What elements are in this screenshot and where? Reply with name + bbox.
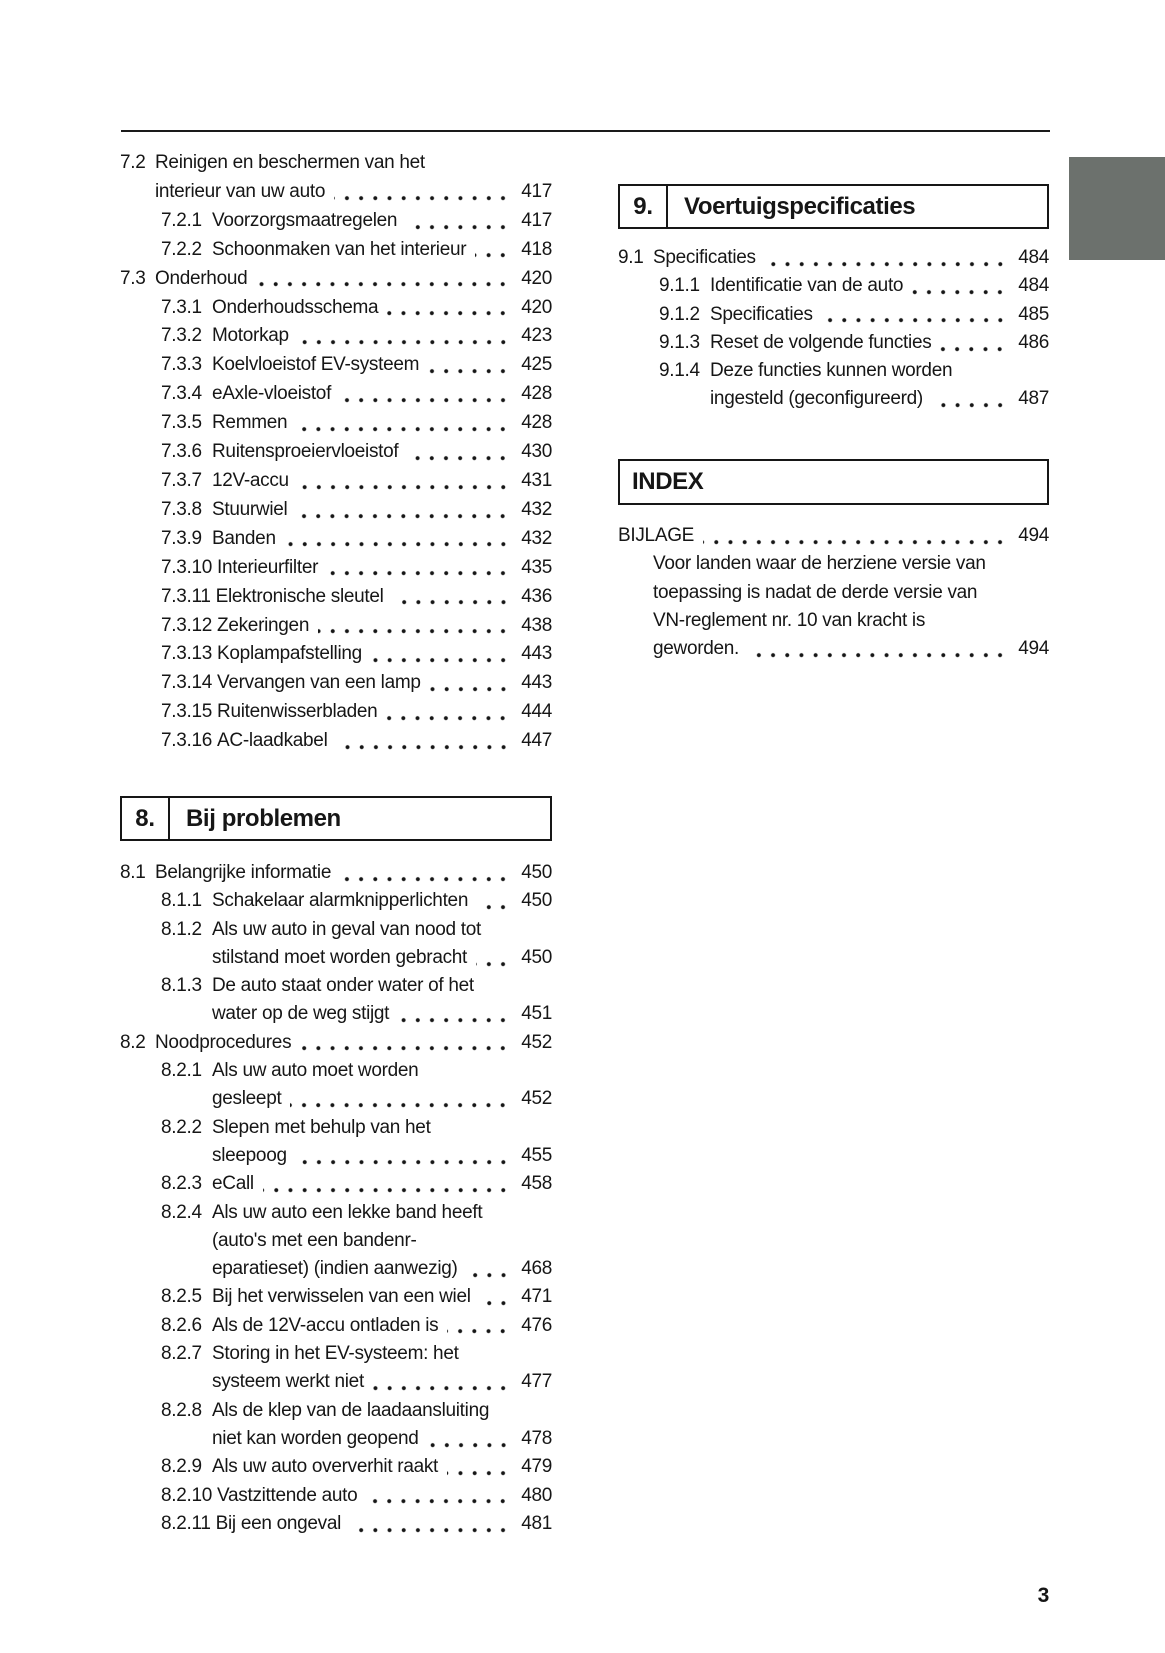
toc-entry-number: 7.3.15 <box>161 701 213 723</box>
toc-entry-number: 8.2.9 <box>161 1456 202 1478</box>
toc-entry <box>618 272 1049 300</box>
toc-entry <box>120 669 552 698</box>
toc-entry-page: 452 <box>521 1031 552 1053</box>
toc-entry-number: 7.3.4 <box>161 383 202 405</box>
toc-entry-page: 485 <box>1018 303 1049 325</box>
toc-entry-text: geworden. <box>653 638 740 660</box>
toc-entry-number: 8.2.3 <box>161 1173 202 1195</box>
toc-entry-text: Reset de volgende functies <box>710 331 932 353</box>
toc-entry <box>120 496 552 525</box>
toc-entry-number: 8.1 <box>120 862 146 883</box>
chapter-9-number: 9. <box>620 186 668 227</box>
toc-entry <box>120 1312 552 1340</box>
dot-leader <box>398 1000 512 1028</box>
toc-entry-page: 468 <box>521 1258 552 1280</box>
toc-entry-number: 8.2.11 <box>161 1512 211 1534</box>
dot-leader <box>428 1425 513 1453</box>
dot-leader <box>350 1510 512 1538</box>
toc-entry <box>120 1482 552 1510</box>
chapter-8-heading <box>120 796 552 841</box>
toc-entry-text: Slepen met behulp van het <box>212 1116 431 1138</box>
toc-entry-text: Identificatie van de auto <box>710 275 904 297</box>
dot-leader <box>406 207 512 236</box>
toc-entry-text: Motorkap <box>212 325 289 347</box>
dot-leader <box>477 887 512 915</box>
index-heading <box>618 459 1049 505</box>
toc-entry <box>120 972 552 1000</box>
toc-entry <box>120 698 552 727</box>
toc-entry-text: Koelvloeistof EV-systeem <box>212 354 420 376</box>
toc-entry-number: 8.2.7 <box>161 1343 202 1365</box>
toc-entry-number: 7.2.2 <box>161 238 202 260</box>
toc-entry-page: 494 <box>1018 525 1049 546</box>
dot-leader <box>327 554 512 583</box>
toc-entry-text: 12V-accu <box>212 469 289 491</box>
toc-entry-text: Noodprocedures <box>155 1031 292 1053</box>
toc-section-8 <box>120 859 552 1538</box>
dot-leader <box>386 698 512 727</box>
toc-entry-number: 7.3.7 <box>161 469 202 491</box>
toc-entry <box>120 525 552 554</box>
dot-leader <box>940 329 1009 357</box>
toc-entry-number: 8.2.2 <box>161 1116 202 1138</box>
toc-entry <box>120 554 552 583</box>
toc-entry-number: 8.2.6 <box>161 1314 202 1336</box>
toc-entry-text: Schoonmaken van het interieur <box>212 238 467 260</box>
toc-entry-page: 425 <box>521 354 552 376</box>
toc-entry <box>618 607 1049 635</box>
toc-entry-number: 7.3.2 <box>161 325 202 347</box>
dot-leader <box>480 1283 513 1311</box>
toc-entry-text: Als uw auto moet worden <box>212 1060 419 1082</box>
chapter-9-heading <box>618 184 1049 229</box>
toc-entry <box>120 859 552 887</box>
toc-section-7 <box>120 149 552 756</box>
toc-entry-text: stilstand moet worden gebracht <box>212 946 468 968</box>
toc-entry-page: 443 <box>521 672 552 694</box>
toc-entry <box>120 409 552 438</box>
toc-entry <box>120 467 552 496</box>
toc-entry-text: Als uw auto een lekke band heeft <box>212 1201 483 1223</box>
toc-entry-number: 7.3.13 <box>161 643 213 665</box>
toc-entry-page: 486 <box>1018 331 1049 353</box>
dot-leader <box>430 669 513 698</box>
toc-entry-text: Koplampafstelling <box>217 643 362 665</box>
toc-entry <box>618 522 1049 550</box>
toc-entry-text: Banden <box>212 527 276 549</box>
toc-entry <box>120 380 552 409</box>
toc-entry-text: Zekeringen <box>217 614 310 636</box>
toc-entry-page: 435 <box>521 556 552 578</box>
dot-leader <box>476 944 512 972</box>
toc-entry <box>120 916 552 944</box>
toc-entry <box>120 1453 552 1481</box>
dot-leader <box>765 244 1009 272</box>
toc-entry-number: 7.3.14 <box>161 672 213 694</box>
toc-entry <box>120 265 552 294</box>
dot-leader <box>366 1482 512 1510</box>
toc-entry-page: 443 <box>521 643 552 665</box>
toc-entry-number: 8.2.1 <box>161 1060 202 1082</box>
toc-entry-text: Onderhoud <box>155 267 248 289</box>
toc-entry-page: 458 <box>521 1173 552 1195</box>
dot-leader <box>475 236 512 265</box>
toc-entry-text: Bij een ongeval <box>215 1512 342 1534</box>
dot-leader <box>318 612 512 641</box>
toc-entry <box>120 1199 552 1227</box>
toc-entry <box>120 1340 552 1368</box>
index-title: INDEX <box>632 468 704 495</box>
dot-leader <box>337 727 513 756</box>
toc-entry <box>120 438 552 467</box>
toc-entry-page: 447 <box>521 730 552 752</box>
dot-leader <box>822 301 1009 329</box>
chapter-8-title: Bij problemen <box>186 804 341 832</box>
toc-entry-text: Bij het verwisselen van een wiel <box>212 1286 471 1308</box>
dot-leader <box>285 525 512 554</box>
toc-entry-text: Stuurwiel <box>212 498 288 520</box>
toc-entry-number: 7.2.1 <box>161 209 202 231</box>
toc-entry <box>120 1227 552 1255</box>
toc-entry-text: eparatieset) (indien aanwezig) <box>212 1258 458 1280</box>
toc-entry-text: gesleept <box>212 1088 282 1110</box>
toc-entry-text: Belangrijke informatie <box>155 862 332 883</box>
chapter-tab <box>1069 157 1165 260</box>
toc-entry-text: sleepoog <box>212 1144 287 1166</box>
dot-leader <box>340 859 512 887</box>
toc-entry-number: 8.1.3 <box>161 975 202 997</box>
toc-entry-text: Remmen <box>212 412 288 434</box>
toc-entry-number: 7.3 <box>120 267 146 289</box>
toc-entry <box>618 357 1049 385</box>
dot-leader <box>256 265 512 294</box>
toc-right-column <box>618 0 1049 1653</box>
toc-entry-number: 7.3.12 <box>161 614 213 636</box>
toc-entry <box>120 1283 552 1311</box>
toc-entry <box>120 583 552 612</box>
toc-entry-text: De auto staat onder water of het <box>212 975 474 997</box>
toc-entry-page: 417 <box>521 180 552 202</box>
dot-leader <box>703 522 1009 550</box>
toc-left-column <box>120 0 552 1653</box>
dot-leader <box>298 467 512 496</box>
toc-entry-page: 481 <box>521 1512 552 1534</box>
toc-entry-number: 7.3.11 <box>161 585 211 607</box>
dot-leader <box>263 1170 512 1198</box>
toc-entry-text: Storing in het EV-systeem: het <box>212 1343 459 1365</box>
toc-entry <box>120 1425 552 1453</box>
toc-entry-number: 7.3.5 <box>161 412 202 434</box>
toc-entry <box>618 244 1049 272</box>
toc-entry-page: 487 <box>1018 388 1049 410</box>
dot-leader <box>428 351 512 380</box>
toc-entry <box>120 1368 552 1396</box>
toc-section-9 <box>618 244 1049 414</box>
toc-entry-page: 428 <box>521 383 552 405</box>
dot-leader <box>340 380 512 409</box>
toc-entry-page: 432 <box>521 527 552 549</box>
chapter-8-number: 8. <box>122 798 170 839</box>
dot-leader <box>298 322 512 351</box>
dot-leader <box>748 635 1009 663</box>
dot-leader <box>296 496 512 525</box>
toc-entry-number: 9.1.3 <box>659 331 700 353</box>
toc-entry-number: 8.2.8 <box>161 1399 202 1421</box>
dot-leader <box>296 409 512 438</box>
toc-entry-text: niet kan worden geopend <box>212 1427 419 1449</box>
toc-entry-text: (auto's met een bandenr- <box>212 1229 417 1251</box>
toc-entry <box>120 294 552 323</box>
toc-entry-page: 417 <box>521 209 552 231</box>
toc-entry-page: 428 <box>521 412 552 434</box>
toc-entry-number: 7.3.16 <box>161 730 213 752</box>
chapter-9-title: Voertuigspecificaties <box>684 192 916 220</box>
toc-entry-text: water op de weg stijgt <box>212 1003 390 1025</box>
toc-entry <box>120 236 552 265</box>
toc-entry <box>120 1142 552 1170</box>
toc-entry-number: 8.2.5 <box>161 1286 202 1308</box>
toc-entry-text: Ruitenwisserbladen <box>217 701 378 723</box>
toc-entry-page: 479 <box>521 1456 552 1478</box>
toc-entry <box>120 1000 552 1028</box>
dot-leader <box>407 438 512 467</box>
toc-entry <box>618 550 1049 578</box>
toc-entry <box>120 944 552 972</box>
toc-entry-page: 452 <box>521 1088 552 1110</box>
toc-entry <box>120 322 552 351</box>
dot-leader <box>387 294 512 323</box>
dot-leader <box>912 272 1009 300</box>
toc-entry <box>120 612 552 641</box>
dot-leader <box>447 1453 512 1481</box>
toc-entry-page: 476 <box>521 1314 552 1336</box>
toc-entry-text: Als uw auto oververhit raakt <box>212 1456 439 1478</box>
toc-entry-page: 478 <box>521 1427 552 1449</box>
toc-entry <box>120 1255 552 1283</box>
toc-entry <box>120 887 552 915</box>
toc-entry-page: 480 <box>521 1484 552 1506</box>
toc-entry-page: 418 <box>521 238 552 260</box>
toc-entry-page: 450 <box>521 890 552 912</box>
toc-entry-number: 7.3.6 <box>161 441 202 463</box>
toc-entry <box>120 727 552 756</box>
toc-entry-number: 7.3.10 <box>161 556 213 578</box>
toc-entry-page: 438 <box>521 614 552 636</box>
toc-entry <box>120 1085 552 1113</box>
toc-entry-page: 471 <box>521 1286 552 1308</box>
toc-entry-page: 420 <box>521 267 552 289</box>
toc-entry-number: 9.1.2 <box>659 303 700 325</box>
toc-entry-text: Onderhoudsschema <box>212 296 379 318</box>
toc-entry <box>120 1397 552 1425</box>
dot-leader <box>296 1142 512 1170</box>
toc-entry-text: Ruitensproeiervloeistof <box>212 441 399 463</box>
toc-entry-page: 432 <box>521 498 552 520</box>
toc-entry-text: Voor landen waar de herziene versie van <box>653 553 986 575</box>
toc-entry <box>120 1057 552 1085</box>
toc-entry <box>618 301 1049 329</box>
toc-entry-page: 430 <box>521 441 552 463</box>
dot-leader <box>290 1085 512 1113</box>
dot-leader <box>334 178 512 207</box>
dot-leader <box>467 1255 513 1283</box>
toc-entry <box>120 207 552 236</box>
toc-entry-number: 8.1.2 <box>161 918 202 940</box>
toc-entry-text: Interieurfilter <box>217 556 319 578</box>
toc-entry-number: 7.3.3 <box>161 354 202 376</box>
toc-entry-text: Reinigen en beschermen van het <box>155 152 425 173</box>
toc-entry-number: 8.1.1 <box>161 890 202 912</box>
toc-entry <box>120 1114 552 1142</box>
toc-entry-text: eCall <box>212 1173 254 1195</box>
toc-entry <box>618 385 1049 413</box>
toc-entry-text: AC-laadkabel <box>217 730 328 752</box>
toc-entry-number: 8.2.10 <box>161 1484 213 1506</box>
toc-entry-number: 7.3.8 <box>161 498 202 520</box>
dot-leader <box>371 640 512 669</box>
toc-entry <box>120 351 552 380</box>
toc-entry-page: 450 <box>521 946 552 968</box>
toc-entry-text: Als de 12V-accu ontladen is <box>212 1314 439 1336</box>
toc-entry-text: Schakelaar alarmknipperlichten <box>212 890 469 912</box>
toc-entry-text: VN-reglement nr. 10 van kracht is <box>653 609 926 631</box>
dot-leader <box>393 583 513 612</box>
toc-entry-number: 7.3.1 <box>161 296 202 318</box>
toc-entry-text: ingesteld (geconfigureerd) <box>710 388 923 410</box>
toc-entry-text: Als de klep van de laadaansluiting <box>212 1399 490 1421</box>
toc-entry-text: toepassing is nadat de derde versie van <box>653 581 978 603</box>
toc-entry-page: 494 <box>1018 638 1049 660</box>
toc-entry-text: Vastzittende auto <box>217 1484 358 1506</box>
toc-entry-page: 484 <box>1018 275 1049 297</box>
toc-entry-page: 451 <box>521 1003 552 1025</box>
toc-entry <box>618 329 1049 357</box>
toc-entry-text: Specificaties <box>653 247 756 268</box>
toc-entry-text: Voorzorgsmaatregelen <box>212 209 398 231</box>
toc-entry-page: 450 <box>521 862 552 883</box>
toc-entry-text: BIJLAGE <box>618 525 695 546</box>
page-number: 3 <box>1037 1584 1049 1607</box>
toc-entry-page: 431 <box>521 469 552 491</box>
toc-entry-text: Deze functies kunnen worden <box>710 360 953 382</box>
toc-entry-number: 9.1 <box>618 247 644 268</box>
toc-entry-text: interieur van uw auto <box>155 180 326 202</box>
toc-entry-number: 7.2 <box>120 152 146 173</box>
toc-entry <box>120 149 552 178</box>
dot-leader <box>447 1312 512 1340</box>
toc-entry <box>120 1170 552 1198</box>
toc-entry-text: systeem werkt niet <box>212 1371 364 1393</box>
toc-entry <box>618 635 1049 663</box>
toc-entry-page: 420 <box>521 296 552 318</box>
toc-entry-text: Elektronische sleutel <box>215 585 384 607</box>
toc-entry-number: 7.3.9 <box>161 527 202 549</box>
toc-entry-number: 9.1.1 <box>659 275 700 297</box>
toc-entry-page: 484 <box>1018 247 1049 268</box>
toc-entry-page: 436 <box>521 585 552 607</box>
toc-entry <box>120 1029 552 1057</box>
toc-entry-text: Als uw auto in geval van nood tot <box>212 918 481 940</box>
toc-section-bijlage <box>618 522 1049 663</box>
dot-leader <box>373 1368 512 1396</box>
toc-entry-text: eAxle-vloeistof <box>212 383 332 405</box>
toc-entry <box>120 178 552 207</box>
toc-entry-number: 8.2.4 <box>161 1201 202 1223</box>
toc-entry-text: Specificaties <box>710 303 813 325</box>
toc-entry-page: 423 <box>521 325 552 347</box>
toc-entry-number: 8.2 <box>120 1031 146 1053</box>
dot-leader <box>300 1029 512 1057</box>
toc-entry-text: Vervangen van een lamp <box>217 672 421 694</box>
toc-entry-number: 9.1.4 <box>659 360 700 382</box>
toc-entry-page: 444 <box>521 701 552 723</box>
toc-entry-page: 477 <box>521 1371 552 1393</box>
toc-entry <box>120 640 552 669</box>
toc-entry <box>120 1510 552 1538</box>
toc-entry-page: 455 <box>521 1144 552 1166</box>
dot-leader <box>932 385 1009 413</box>
toc-entry <box>618 579 1049 607</box>
